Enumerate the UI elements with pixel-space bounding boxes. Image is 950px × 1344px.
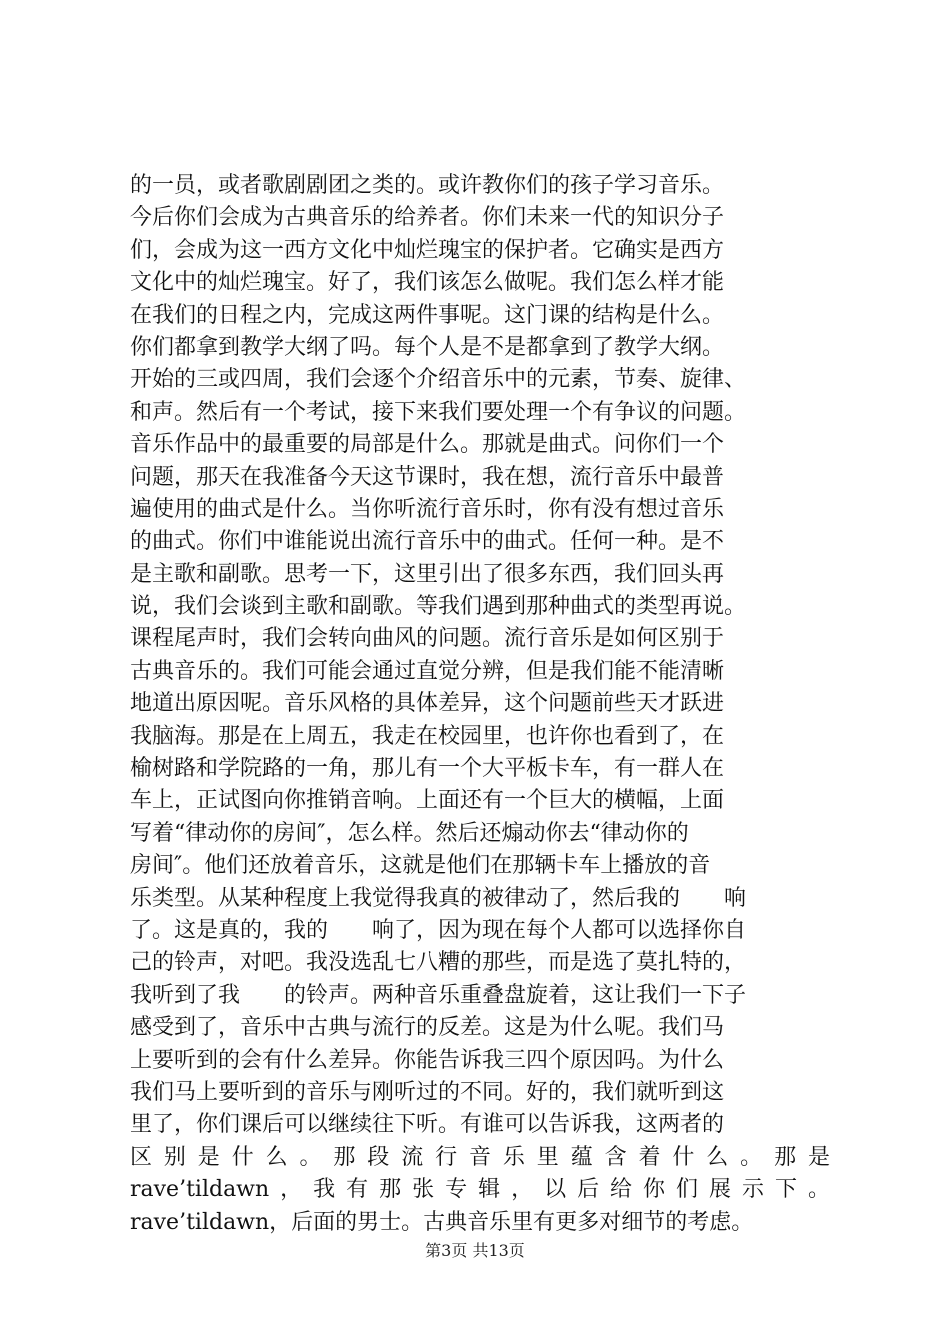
text-line: rave’tildawn，后面的男士。古典音乐里有更多对细节的考虑。 bbox=[130, 1209, 754, 1235]
text-line: 在我们的日程之内，完成这两件事呢。这门课的结构是什么。 bbox=[130, 302, 725, 328]
text-line: 乐类型。从某种程度上我觉得我真的被律动了，然后我的 响 bbox=[130, 885, 747, 911]
text-line: 房间″。他们还放着音乐，这就是他们在那辆卡车上播放的音 bbox=[130, 853, 711, 879]
text-line: 文化中的灿烂瑰宝。好了，我们该怎么做呢。我们怎么样才能 bbox=[130, 270, 725, 296]
text-line: 我听到了我 的铃声。两种音乐重叠盘旋着，这让我们一下子 bbox=[130, 982, 747, 1008]
text-line: 古典音乐的。我们可能会通过直觉分辨，但是我们能不能清晰 bbox=[130, 658, 725, 684]
text-line: 们，会成为这一西方文化中灿烂瑰宝的保护者。它确实是西方 bbox=[130, 237, 725, 263]
text-line: 说，我们会谈到主歌和副歌。等我们遇到那种曲式的类型再说。 bbox=[130, 594, 747, 620]
text-line: 的一员，或者歌剧剧团之类的。或许教你们的孩子学习音乐。 bbox=[130, 173, 725, 198]
text-line: 问题，那天在我准备今天这节课时，我在想，流行音乐中最普 bbox=[130, 464, 725, 490]
text-line: rave’tildawn，我有那张专辑，以后给你们展示下。 bbox=[130, 1177, 830, 1203]
text-line: 是主歌和副歌。思考一下，这里引出了很多东西，我们回头再 bbox=[130, 561, 725, 587]
text-line: 音乐作品中的最重要的局部是什么。那就是曲式。问你们一个 bbox=[130, 432, 725, 458]
text-line: 我们马上要听到的音乐与刚听过的不同。好的，我们就听到这 bbox=[130, 1079, 725, 1105]
page-footer: 第3页 共13页 bbox=[425, 1241, 525, 1260]
text-line: 我脑海。那是在上周五，我走在校园里，也许你也看到了，在 bbox=[130, 723, 725, 749]
text-line: 车上，正试图向你推销音响。上面还有一个巨大的横幅，上面 bbox=[130, 788, 725, 814]
text-line: 己的铃声，对吧。我没选乱七八糟的那些，而是选了莫扎特的， bbox=[130, 950, 747, 976]
text-line: 了。这是真的，我的 响了，因为现在每个人都可以选择你自 bbox=[130, 917, 747, 943]
text-line: 上要听到的会有什么差异。你能告诉我三四个原因吗。为什么 bbox=[130, 1047, 725, 1073]
text-line: 感受到了，音乐中古典与流行的反差。这是为什么呢。我们马 bbox=[130, 1015, 725, 1041]
text-line: 地道出原因呢。音乐风格的具体差异，这个问题前些天才跃进 bbox=[130, 691, 725, 717]
text-line: 课程尾声时，我们会转向曲风的问题。流行音乐是如何区别于 bbox=[130, 626, 725, 652]
text-line: 你们都拿到教学大纲了吗。每个人是不是都拿到了教学大纲。 bbox=[130, 334, 725, 360]
body-text bbox=[130, 170, 830, 1239]
text-line: 遍使用的曲式是什么。当你听流行音乐时，你有没有想过音乐 bbox=[130, 496, 725, 522]
text-line: 写着“律动你的房间″，怎么样。然后还煽动你去“律动你的 bbox=[130, 820, 689, 846]
text-line: 开始的三或四周，我们会逐个介绍音乐中的元素，节奏、旋律、 bbox=[130, 367, 747, 393]
text-line: 和声。然后有一个考试，接下来我们要处理一个有争议的问题。 bbox=[130, 399, 747, 425]
text-line: 今后你们会成为古典音乐的给养者。你们未来一代的知识分子 bbox=[130, 205, 725, 231]
text-line: 里了，你们课后可以继续往下听。有谁可以告诉我，这两者的 bbox=[130, 1112, 725, 1138]
text-line: 的曲式。你们中谁能说出流行音乐中的曲式。任何一种。是不 bbox=[130, 529, 725, 555]
text-line: 区别是什么。那段流行音乐里蕴含着什么。那是 bbox=[130, 1144, 830, 1170]
text-line: 榆树路和学院路的一角，那儿有一个大平板卡车，有一群人在 bbox=[130, 756, 725, 782]
